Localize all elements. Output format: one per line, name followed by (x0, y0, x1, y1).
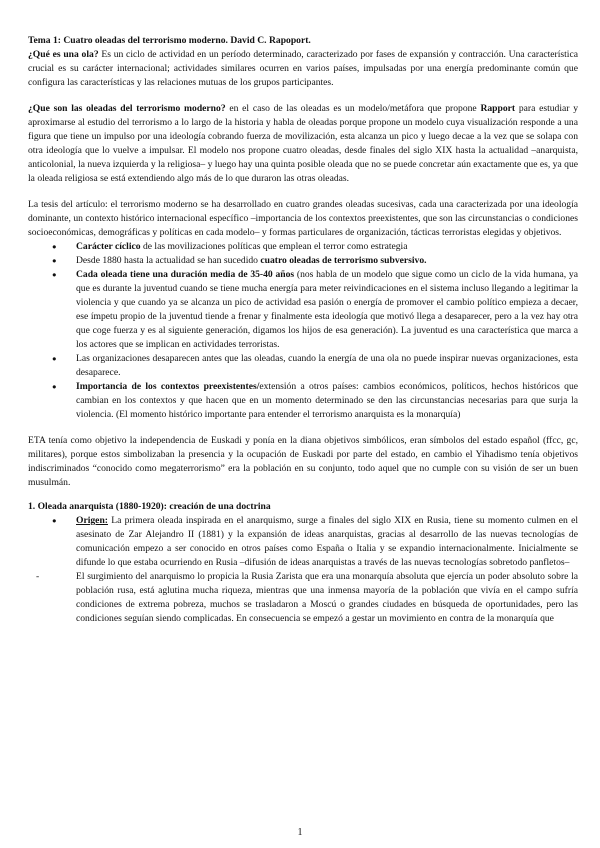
bullet-organizations: ● Las organizaciones desaparecen antes que las oleadas, cuando la energía de una ola no puede inspirar nuevas organizaciones, esta desaparece. (76, 352, 578, 380)
bullet-contexts: ● Importancia de los contextos preexistentes/extensión a otros países: cambios económicos, políticos, hechos históricos que cambian en los contextos y que hacen que en un momento determinado se den las circunstancias necesarias para que surja la violencia. (El momento histórico importante para entender el terrorismo anarquista es la monarquía) (76, 380, 578, 422)
bullet-cyclic: ● Carácter cíclico de las movilizaciones políticas que emplean el terror como estrategia (76, 240, 578, 254)
thesis-bullet-list (28, 240, 578, 422)
section-heading: 1. Oleada anarquista (1880-1920): creación de una doctrina (28, 501, 271, 512)
waves-paragraph: ¿Que son las oleadas del terrorismo moderno? en el caso de las oleadas es un modelo/metáfora que propone Rapport para estudiar y aproximarse al estudio del terrorismo a lo largo de la historia y habla de oleadas porque propone un modelo cuya visualización responde a una figura que tiene un impulso por una ideología cobrando fuerza de movilización, esta alcanza un pico y luego decae a la vez que se solapa con otra ideología que lo vuelve a impulsar. El modelo nos propone cuatro oleadas, desde finales del siglo XIX hasta la actualidad –anarquista, anticolonial, la nueva izquierda y la religiosa– y luego hay una quinta posible oleada que no se puede concretar aún exactamente que es, ya que la oleada religiosa se está extendiendo algo más de lo que duraron las otras oleadas. (28, 103, 578, 184)
section-bullet-list (28, 514, 578, 570)
page-number: 1 (297, 827, 303, 838)
bullet-duration: ● Cada oleada tiene una duración media de 35-40 años (nos habla de un modelo que sigue como un ciclo de la vida humana, ya que es durante la juventud cuando se tiene mucha energía para meter reivindicaciones en el sistema incluso llegando a legitimar la violencia y que cuando ya se alcanza un pico de actividad esa pasión o energía de promover el cambio político empieza a decaer, ese ímpetu propio de la juventud tiende a frenar y finalmente esta ideología que motivó llega a desaparecer, pero a la vez hay otra que coge fuerza y es al siguiente generación, digamos los hijos de esa generación). La juventud es una característica que marca a los actores que se implican en actividades terroristas. (76, 268, 578, 352)
waves-question: ¿Que son las oleadas del terrorismo moderno? (28, 103, 226, 114)
bullet-origin: ● Origen: La primera oleada inspirada en el anarquismo, surge a finales del siglo XIX en Rusia, tiene su momento culmen en el asesinato de Zar Alejandro II (1881) y la expansión de ideas anarquistas, gracias al desarrollo de las nuevas tecnologías de comunicación empezo a ser conocido en otros países como España o Italia y se expandio internacionalmente. Inicialmente se difunde lo que estaba ocurriendo en Rusia –difusión de ideas anarquistas a través de las nuevas tecnologías sobretodo panfletos– (76, 514, 578, 570)
dash-item-tsarist-russia: - El surgimiento del anarquismo lo propicia la Rusia Zarista que era una monarquía absoluta que ejercía un poder absoluto sobre la población rusa, está aglutina mucha riqueza, mientras que una inmensa mayoría de la población que vivía en el campo sufría condiciones de extrema pobreza, muchos se trasladaron a Moscú o grandes ciudades en búsqueda de oportunidades, pero las condiciones seguían siendo complicadas. En consecuencia se empezó a gestar un movimiento en contra de la monarquía que (76, 570, 578, 626)
intro-question: ¿Qué es una ola? (28, 49, 99, 60)
bullet-four-waves: ● Desde 1880 hasta la actualidad se han sucedido cuatro oleadas de terrorismo subversivo. (76, 254, 578, 268)
intro-paragraph: ¿Qué es una ola? Es un ciclo de actividad en un período determinado, caracterizado por fases de expansión y contracción. Una característica crucial es su carácter internacional; actividades similares ocurren en varios países, impulsadas por una energía predominante común que configura las características y las relaciones mutuas de los grupos participantes. (28, 49, 578, 88)
thesis-paragraph: La tesis del artículo: el terrorismo moderno se ha desarrollado en cuatro grandes oleadas sucesivas, cada una caracterizada por una ideología dominante, un contexto histórico internacional específico –importancia de los contextos preexistentes, que son las circunstancias o condiciones socioeconómicas, demográficas y políticas en cada modelo– y formas particulares de organización, tácticas terroristas elegidas y objetivos. (28, 199, 578, 238)
section-dash-list (28, 570, 578, 626)
author-name: Rapport (480, 103, 516, 114)
eta-paragraph: ETA tenía como objetivo la independencia de Euskadi y ponía en la diana objetivos simbólicos, eran símbolos del estado español (ffcc, gc, militares), porque estos simbolizaban la presencia y la ocupación de Euskadi por parte del estado, en cambio el Yihadismo tenía objetivos indiscriminados “conocido como megaterrorismo” era la población en su conjunto, todo aquel que no cumple con su visión de ser un buen musulmán. (28, 435, 578, 488)
document-title: Tema 1: Cuatro oleadas del terrorismo moderno. David C. Rapoport. (28, 35, 311, 46)
